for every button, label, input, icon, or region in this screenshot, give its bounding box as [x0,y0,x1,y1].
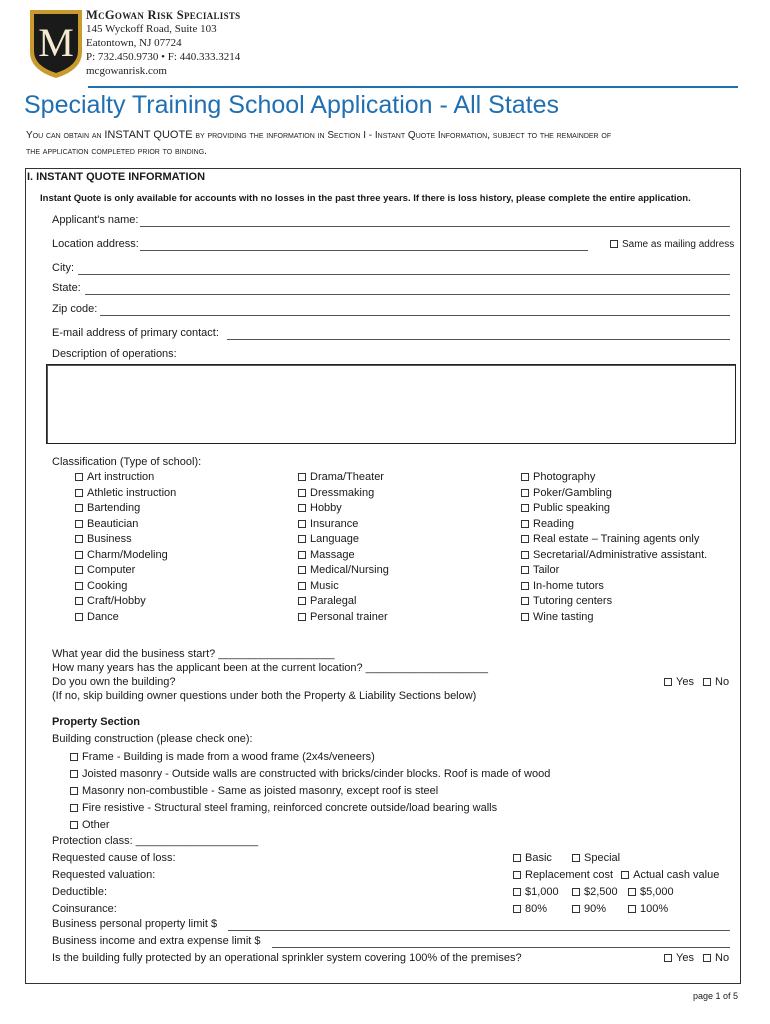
coinsurance-options [513,901,719,918]
classification-option-label: Music [310,579,339,592]
cause-of-loss-label: Requested cause of loss: [52,852,176,864]
checkbox-icon [513,905,521,913]
classification-option-label: Secretarial/Administrative assistant. [533,548,708,561]
construction-option-label: Joisted masonry - Outside walls are constructed with bricks/cinder blocks. Roof is made of wood [82,768,551,780]
page-number: page 1 of 5 [692,991,738,1001]
classification-option-label: Drama/Theater [310,471,384,483]
classification-option-label: Insurance [310,517,359,530]
checkbox-icon [298,535,306,543]
classification-option-label: Tailor [533,564,560,576]
zip-field[interactable] [100,315,730,316]
checkbox-icon [75,489,83,497]
location-address-field[interactable] [140,250,588,251]
replacement-label: Replacement cost [525,869,614,881]
construction-option[interactable] [70,817,550,834]
checkbox-icon [70,770,78,778]
classification-option-label: Dressmaking [310,486,375,499]
checkbox-icon [75,613,83,621]
classification-option-label: Real estate – Training agents only [533,533,700,545]
checkbox-icon [521,566,529,574]
classification-option-label: Beautician [87,517,139,530]
classification-label: Classification (Type of school): [52,456,202,468]
checkbox-icon [628,888,636,896]
sprinkler-no[interactable] [703,952,729,964]
classification-option[interactable] [298,532,389,548]
checkbox-icon [298,489,306,497]
own-building-options [664,676,729,688]
firm-address-line1: 145 Wyckoff Road, Suite 103 [86,23,217,35]
business-questions [52,647,488,703]
checkbox-icon [521,582,529,590]
classification-option-label: Cooking [87,579,128,592]
checkbox-icon [298,566,306,574]
no-label: No [715,952,730,964]
svg-text:M: M [38,20,74,65]
no-label: No [715,676,730,688]
checkbox-icon [610,240,618,248]
intro-line2: the application completed prior to binding. [26,146,207,157]
checkbox-icon [298,504,306,512]
checkbox-icon [621,871,629,879]
page-title: Specialty Training School Application - All States [24,91,560,119]
classification-option[interactable] [298,610,389,626]
classification-option[interactable] [521,486,707,502]
same-as-mailing-checkbox[interactable] [610,239,734,250]
intro-instant-quote: INSTANT QUOTE [104,129,193,141]
deductible-1000[interactable] [513,886,559,898]
ded-2500-label: $2,500 [584,886,618,898]
ded-5000-label: $5,000 [640,886,674,898]
checkbox-icon [703,678,711,686]
checkbox-icon [703,954,711,962]
valuation-acv[interactable] [621,869,719,881]
own-building-no[interactable] [703,676,729,688]
classification-option[interactable] [298,579,389,595]
checkbox-icon [75,535,83,543]
coin-90-label: 90% [584,903,607,915]
classification-option-label: Dance [87,610,119,623]
property-heading: Property Section [52,716,141,728]
classification-option-label: Tutoring centers [533,595,613,607]
classification-column-2 [298,470,389,625]
checkbox-icon [70,753,78,761]
state-field[interactable] [85,294,730,295]
valuation-replacement[interactable] [513,869,613,881]
classification-option-label: Business [87,533,132,545]
acv-label: Actual cash value [633,869,720,881]
construction-option[interactable] [70,783,550,800]
checkbox-icon [521,551,529,559]
classification-option[interactable] [75,470,176,486]
applicant-name-label: Applicant's name: [52,214,139,226]
classification-option-label: Language [310,533,359,545]
construction-options [70,749,550,834]
years-location-question: How many years has the applicant been at the current location? ____________________ [52,662,489,674]
classification-option-label: Poker/Gambling [533,486,612,499]
classification-option[interactable] [521,532,707,548]
classification-option-label: Paralegal [310,595,357,607]
checkbox-icon [521,597,529,605]
cause-options [513,850,719,867]
classification-option-label: In-home tutors [533,579,604,592]
own-building-question: Do you own the building? [52,676,176,688]
construction-option-label: Other [82,819,110,831]
classification-option-label: Wine tasting [533,610,594,623]
classification-option[interactable] [298,486,389,502]
checkbox-icon [664,954,672,962]
checkbox-icon [298,597,306,605]
checkbox-icon [70,804,78,812]
construction-option[interactable] [70,800,550,817]
protection-class: Protection class: ____________________ [52,835,259,847]
header-rule [88,86,738,88]
section-heading: I. INSTANT QUOTE INFORMATION [27,171,206,183]
classification-option-label: Athletic instruction [87,486,177,499]
valuation-options [513,867,719,884]
checkbox-icon [521,504,529,512]
classification-option-label: Public speaking [533,502,611,514]
state-label: State: [52,282,81,294]
checkbox-icon [75,582,83,590]
checkbox-icon [75,504,83,512]
ded-1000-label: $1,000 [525,886,559,898]
checkbox-icon [572,905,580,913]
classification-option[interactable] [75,517,176,533]
classification-option-label: Computer [87,564,136,576]
checkbox-icon [513,871,521,879]
classification-column-3 [521,470,707,625]
classification-option[interactable] [75,594,176,610]
deductible-options [513,884,719,901]
classification-option[interactable] [75,486,176,502]
applicant-name-field[interactable] [140,226,730,227]
email-field[interactable] [227,339,730,340]
classification-option[interactable] [298,548,389,564]
location-address-label: Location address: [52,238,139,250]
valuation-label: Requested valuation: [52,869,156,881]
construction-option[interactable] [70,749,550,766]
classification-option-label: Medical/Nursing [310,564,389,576]
classification-option-label: Craft/Hobby [87,595,146,607]
classification-option[interactable] [298,517,389,533]
checkbox-icon [298,613,306,621]
bi-limit-label: Business income and extra expense limit $ [52,935,261,947]
property-options [513,850,719,918]
checkbox-icon [70,821,78,829]
classification-option-label: Art instruction [87,471,155,483]
checkbox-icon [75,597,83,605]
construction-label: Building construction (please check one): [52,733,253,745]
description-label: Description of operations: [52,348,177,360]
coinsurance-90[interactable] [572,901,606,918]
checkbox-icon [75,551,83,559]
yes-label: Yes [676,952,694,964]
checkbox-icon [298,551,306,559]
yes-label: Yes [676,676,694,688]
firm-info [86,8,240,78]
classification-option-label: Photography [533,471,596,483]
intro-part1: You can obtain an [26,130,105,141]
classification-option-label: Hobby [310,502,342,514]
classification-option[interactable] [521,548,707,564]
checkbox-icon [298,473,306,481]
construction-option-label: Masonry non-combustible - Same as joisted masonry, except roof is steel [82,785,439,797]
deductible-label: Deductible: [52,886,108,898]
firm-name: McGowan Risk Specialists [86,8,241,22]
checkbox-icon [572,888,580,896]
classification-option[interactable] [298,501,389,517]
checkbox-icon [298,582,306,590]
own-building-note: (If no, skip building owner questions under both the Property & Liability Sections below) [52,690,477,702]
classification-option[interactable] [75,501,176,517]
checkbox-icon [628,905,636,913]
cause-special[interactable] [572,850,620,867]
coinsurance-label: Coinsurance: [52,903,117,915]
classification-option[interactable] [521,594,707,610]
email-label: E-mail address of primary contact: [52,327,219,339]
checkbox-icon [521,520,529,528]
classification-option-label: Bartending [87,502,141,514]
checkbox-icon [521,535,529,543]
classification-option[interactable] [521,610,707,626]
coin-100-label: 100% [640,903,669,915]
classification-option[interactable] [521,501,707,517]
construction-option-label: Frame - Building is made from a wood frame (2x4s/veneers) [82,751,375,763]
checkbox-icon [70,787,78,795]
classification-option[interactable] [521,470,707,486]
classification-option-label: Reading [533,517,574,530]
sprinkler-yes[interactable] [664,952,694,964]
classification-column-1 [75,470,176,625]
classification-option[interactable] [75,563,176,579]
bpp-limit-label: Business personal property limit $ [52,918,218,930]
special-label: Special [584,852,621,864]
firm-address-line2: Eatontown, NJ 07724 [86,37,182,49]
coin-80-label: 80% [525,903,548,915]
construction-option-label: Fire resistive - Structural steel framing, reinforced concrete outside/load bearing walls [82,802,498,814]
bi-limit-field[interactable] [272,947,730,948]
checkbox-icon [664,678,672,686]
coinsurance-100[interactable] [628,901,668,918]
classification-option[interactable] [521,517,707,533]
checkbox-icon [572,854,580,862]
classification-option-label: Charm/Modeling [87,548,168,561]
classification-option[interactable] [75,548,176,564]
classification-option[interactable] [298,470,389,486]
property-questions [52,833,258,918]
classification-option-label: Massage [310,548,355,561]
own-building-yes[interactable] [664,676,694,688]
checkbox-icon [513,854,521,862]
firm-phone-fax: P: 732.450.9730 • F: 440.333.3214 [86,51,241,63]
city-field[interactable] [78,274,730,275]
bpp-limit-field[interactable] [228,930,730,931]
construction-option[interactable] [70,766,550,783]
company-logo [28,8,84,80]
sprinkler-options [664,952,729,964]
instant-quote-note: Instant Quote is only available for accounts with no losses in the past three years. If there is loss history, please complete the entire application. [40,193,691,204]
sprinkler-question: Is the building fully protected by an operational sprinkler system covering 100% of the premises? [52,952,522,964]
deductible-2500[interactable] [572,884,618,901]
deductible-5000[interactable] [628,884,674,901]
classification-option[interactable] [521,579,707,595]
classification-option[interactable] [298,594,389,610]
classification-option[interactable] [298,563,389,579]
checkbox-icon [75,566,83,574]
cause-basic[interactable] [513,852,552,864]
checkbox-icon [521,473,529,481]
checkbox-icon [298,520,306,528]
zip-label: Zip code: [52,303,98,315]
city-label: City: [52,262,74,274]
same-as-mailing-label: Same as mailing address [622,239,735,250]
description-textarea[interactable] [46,364,736,444]
basic-label: Basic [525,852,552,864]
year-start-question: What year did the business start? ___________________ [52,648,335,660]
classification-option[interactable] [75,532,176,548]
checkbox-icon [75,520,83,528]
checkbox-icon [521,489,529,497]
classification-option[interactable] [75,610,176,626]
checkbox-icon [513,888,521,896]
checkbox-icon [521,613,529,621]
checkbox-icon [75,473,83,481]
firm-website[interactable]: mcgowanrisk.com [86,65,167,77]
classification-option[interactable] [521,563,707,579]
intro-text [26,127,726,160]
classification-option-label: Personal trainer [310,610,388,623]
classification-option[interactable] [75,579,176,595]
intro-part2: by providing the information in Section I - Instant Quote Information, subject to the remainder of [192,130,612,141]
coinsurance-80[interactable] [513,903,547,915]
